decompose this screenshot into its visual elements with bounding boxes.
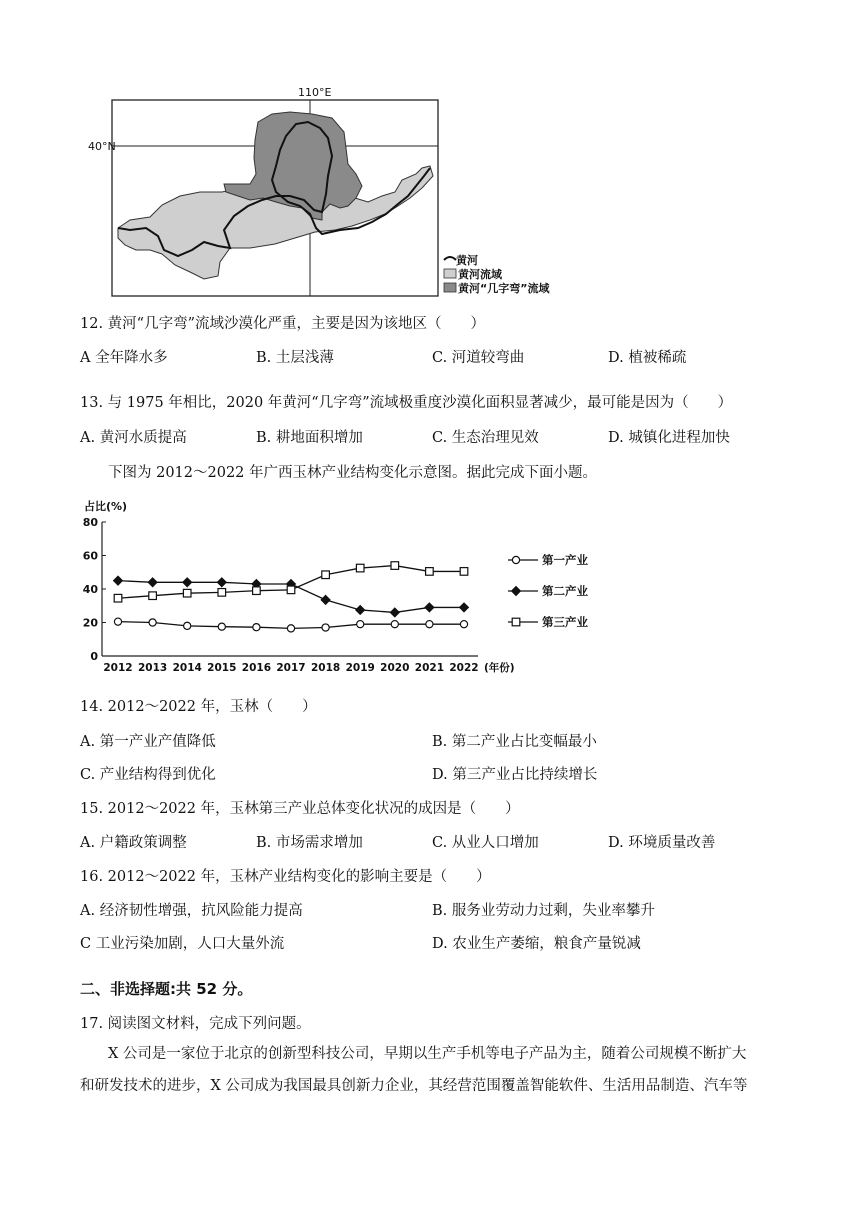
q12-option-a[interactable]: A 全年降水多: [80, 350, 168, 366]
series-1-point: [357, 621, 364, 628]
legend-jiziwan-swatch: [444, 283, 456, 292]
y-tick-label: 40: [82, 583, 98, 596]
q14-stem: 14. 2012～2022 年，玉林（ ）: [80, 699, 317, 715]
x-tick-label: 2018: [310, 662, 341, 674]
q12-option-c[interactable]: C. 河道较弯曲: [432, 350, 525, 366]
x-tick-label: 2017: [276, 662, 306, 674]
x-axis-label: (年份): [484, 662, 515, 674]
section-heading: 二、非选择题:共 52 分。: [80, 980, 253, 998]
q15-option-d[interactable]: D. 环境质量改善: [608, 835, 716, 851]
series-1-point: [253, 624, 260, 631]
series-2-point: [321, 595, 330, 604]
series-1-point: [287, 625, 294, 632]
series-3-point: [114, 594, 122, 602]
lat-label: 40°N: [88, 140, 116, 153]
series-3-point: [149, 592, 157, 600]
series-3-point: [356, 564, 364, 572]
x-tick-label: 2012: [103, 662, 133, 674]
legend-marker-1: [512, 556, 519, 563]
q17-stem: 17. 阅读图文材料，完成下列问题。: [80, 1016, 311, 1032]
x-tick-label: 2021: [414, 662, 445, 674]
q12-option-d[interactable]: D. 植被稀疏: [608, 350, 687, 366]
q14-option-d[interactable]: D. 第三产业占比持续增长: [432, 767, 598, 783]
q13-option-a[interactable]: A. 黄河水质提高: [80, 430, 187, 446]
series-2-point: [114, 576, 123, 585]
q17-paragraph-line2: 和研发技术的进步，X 公司成为我国最具创新力企业，其经营范围覆盖智能软件、生活用品制造、汽车等: [80, 1078, 748, 1094]
legend-marker-3: [512, 618, 520, 626]
series-2-point: [460, 603, 469, 612]
series-1-point: [391, 621, 398, 628]
series-3-point: [183, 589, 191, 597]
q16-stem: 16. 2012～2022 年，玉林产业结构变化的影响主要是（ ）: [80, 869, 491, 885]
legend-river-label: 黄河: [456, 254, 478, 267]
series-1-point: [322, 624, 329, 631]
series-3-point: [287, 586, 295, 594]
series-1-point: [460, 621, 467, 628]
q12-option-b[interactable]: B. 土层浅薄: [256, 350, 334, 366]
q15-option-c[interactable]: C. 从业人口增加: [432, 835, 539, 851]
lon-label: 110°E: [298, 86, 332, 99]
q13-option-c[interactable]: C. 生态治理见效: [432, 430, 539, 446]
yellow-river-map: [88, 80, 590, 302]
series-2-point: [217, 578, 226, 587]
q12-stem: 12. 黄河“几字弯”流域沙漠化严重，主要是因为该地区（ ）: [80, 316, 485, 332]
q17-paragraph-line1: X 公司是一家位于北京的创新型科技公司，早期以生产手机等电子产品为主，随着公司规模不断扩大: [108, 1046, 747, 1062]
legend-basin-swatch: [444, 269, 456, 278]
series-2-point: [390, 608, 399, 617]
series-3-point: [460, 568, 468, 576]
x-tick-label: 2016: [241, 662, 272, 674]
series-2-point: [183, 578, 192, 587]
q14-option-c[interactable]: C. 产业结构得到优化: [80, 767, 216, 783]
legend-marker-2: [512, 587, 521, 596]
series-3-point: [322, 571, 330, 579]
legend-label-1: 第一产业: [542, 553, 588, 567]
series-1-point: [426, 621, 433, 628]
x-tick-label: 2022: [449, 662, 479, 674]
q13-option-b[interactable]: B. 耕地面积增加: [256, 430, 363, 446]
q13-option-d[interactable]: D. 城镇化进程加快: [608, 430, 730, 446]
series-2-point: [148, 578, 157, 587]
q15-stem: 15. 2012～2022 年，玉林第三产业总体变化状况的成因是（ ）: [80, 801, 520, 817]
legend-jiziwan-label: 黄河“几字弯”流域: [458, 282, 550, 295]
q15-option-b[interactable]: B. 市场需求增加: [256, 835, 363, 851]
legend-basin-label: 黄河流域: [458, 268, 502, 281]
y-tick-label: 60: [82, 549, 98, 563]
y-tick-label: 20: [82, 616, 98, 630]
q13-stem: 13. 与 1975 年相比，2020 年黄河“几字弯”流域极重度沙漠化面积显著减少，最可能是因为（ ）: [80, 395, 733, 411]
x-tick-label: 2013: [137, 662, 168, 674]
q16-option-b[interactable]: B. 服务业劳动力过剩，失业率攀升: [432, 903, 655, 919]
legend-label-3: 第三产业: [542, 615, 588, 629]
y-axis-label: 占比(%): [84, 500, 128, 513]
y-tick-label: 0: [90, 650, 98, 663]
series-3-point: [391, 562, 399, 570]
q14-option-a[interactable]: A. 第一产业产值降低: [80, 734, 216, 750]
series-3-point: [253, 587, 261, 595]
q15-option-a[interactable]: A. 户籍政策调整: [80, 835, 187, 851]
series-3-point: [218, 589, 226, 597]
q16-option-a[interactable]: A. 经济韧性增强，抗风险能力提高: [80, 903, 303, 919]
series-1-point: [114, 618, 121, 625]
industry-structure-chart: [78, 492, 598, 686]
series-2-point: [356, 605, 365, 614]
series-1-point: [184, 622, 191, 629]
x-tick-label: 2015: [207, 662, 237, 674]
x-tick-label: 2014: [172, 662, 202, 674]
y-tick-label: 80: [82, 516, 98, 529]
q16-option-c[interactable]: C 工业污染加剧，人口大量外流: [80, 936, 285, 952]
series-1-point: [218, 623, 225, 630]
legend-river-symbol: [444, 257, 456, 260]
series-1-point: [149, 619, 156, 626]
q16-option-d[interactable]: D. 农业生产萎缩，粮食产量锐减: [432, 936, 641, 952]
legend-label-2: 第二产业: [542, 584, 588, 598]
series-2-point: [425, 603, 434, 612]
q14-option-b[interactable]: B. 第二产业占比变幅最小: [432, 734, 597, 750]
x-tick-label: 2020: [380, 662, 410, 674]
x-tick-label: 2019: [345, 662, 375, 674]
chart-intro: 下图为 2012～2022 年广西玉林产业结构变化示意图。据此完成下面小题。: [108, 465, 598, 481]
series-3-point: [426, 568, 434, 576]
